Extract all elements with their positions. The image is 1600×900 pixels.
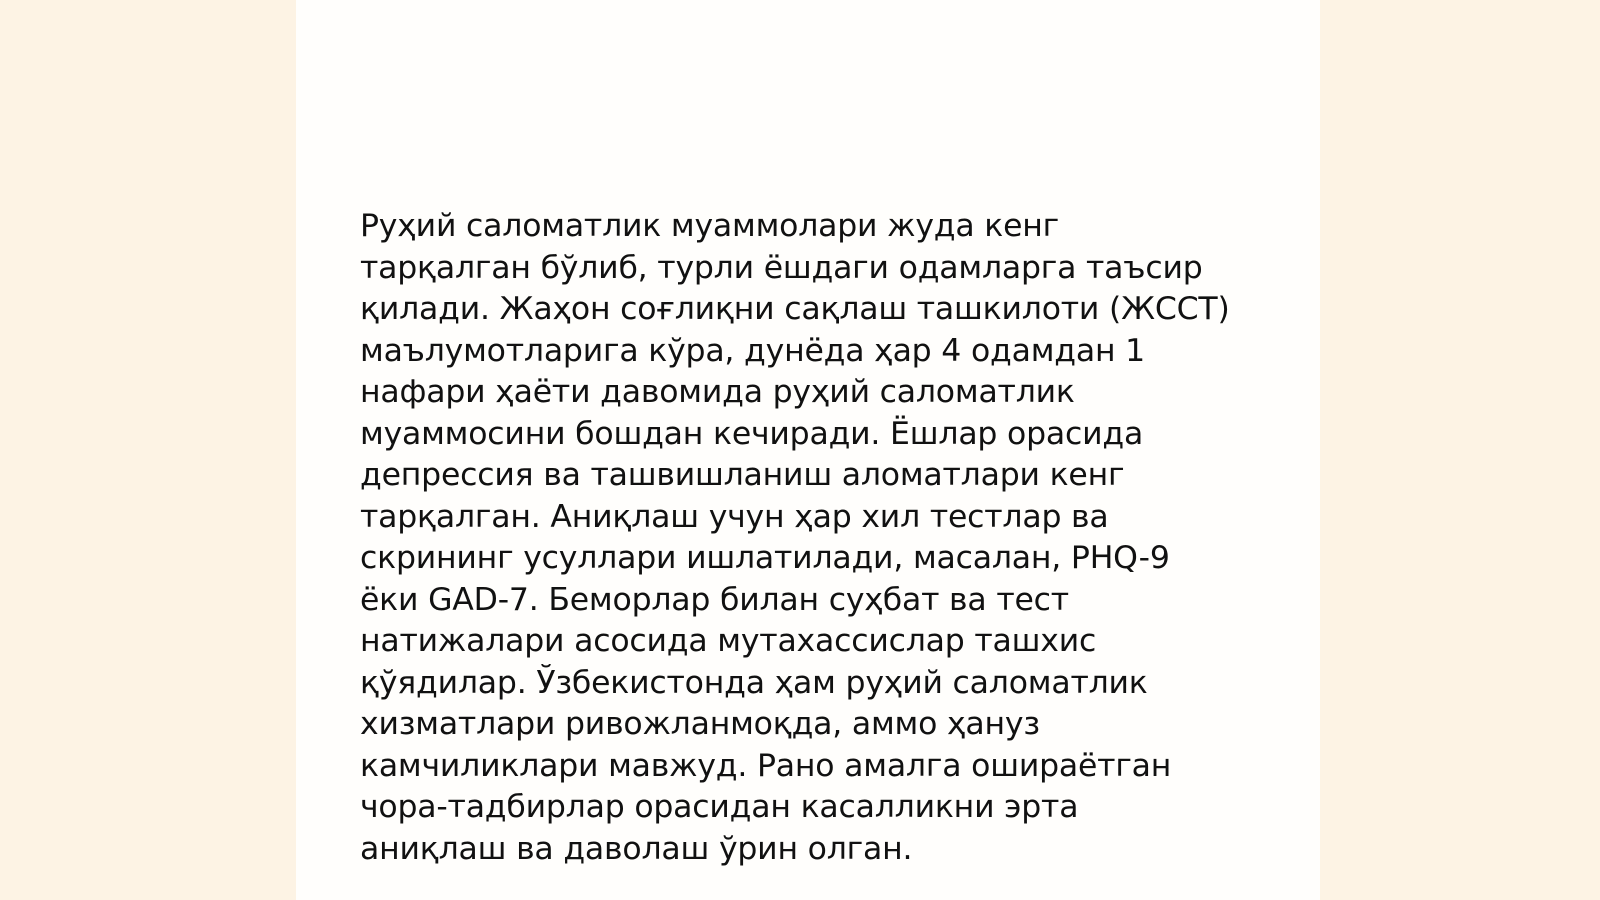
document-page	[296, 0, 1320, 900]
body-paragraph: Руҳий саломатлик муаммолари жуда кенг тарқалган бўлиб, турли ёшдаги одамларга таъсир қилади. Жаҳон соғлиқни сақлаш ташкилоти (ЖССТ) маълумотларига кўра, дунёда ҳар 4 одамдан 1 нафари ҳаёти давомида руҳий саломатлик муаммосини бошдан кечиради. Ёшлар орасида депрессия ва ташвишланиш аломатлари кенг тарқалган. Аниқлаш учун ҳар хил тестлар ва скрининг усуллари ишлатилади, масалан, PHQ-9 ёки GAD-7. Беморлар билан суҳбат ва тест натижалари асосида мутахассислар ташхис қўядилар. Ўзбекистонда ҳам руҳий саломатлик хизматлари ривожланмоқда, аммо ҳануз камчиликлари мавжуд. Рано амалга ошираётган чора-тадбирлар орасидан касалликни эрта аниқлаш ва даволаш ўрин олган.	[360, 208, 1230, 867]
